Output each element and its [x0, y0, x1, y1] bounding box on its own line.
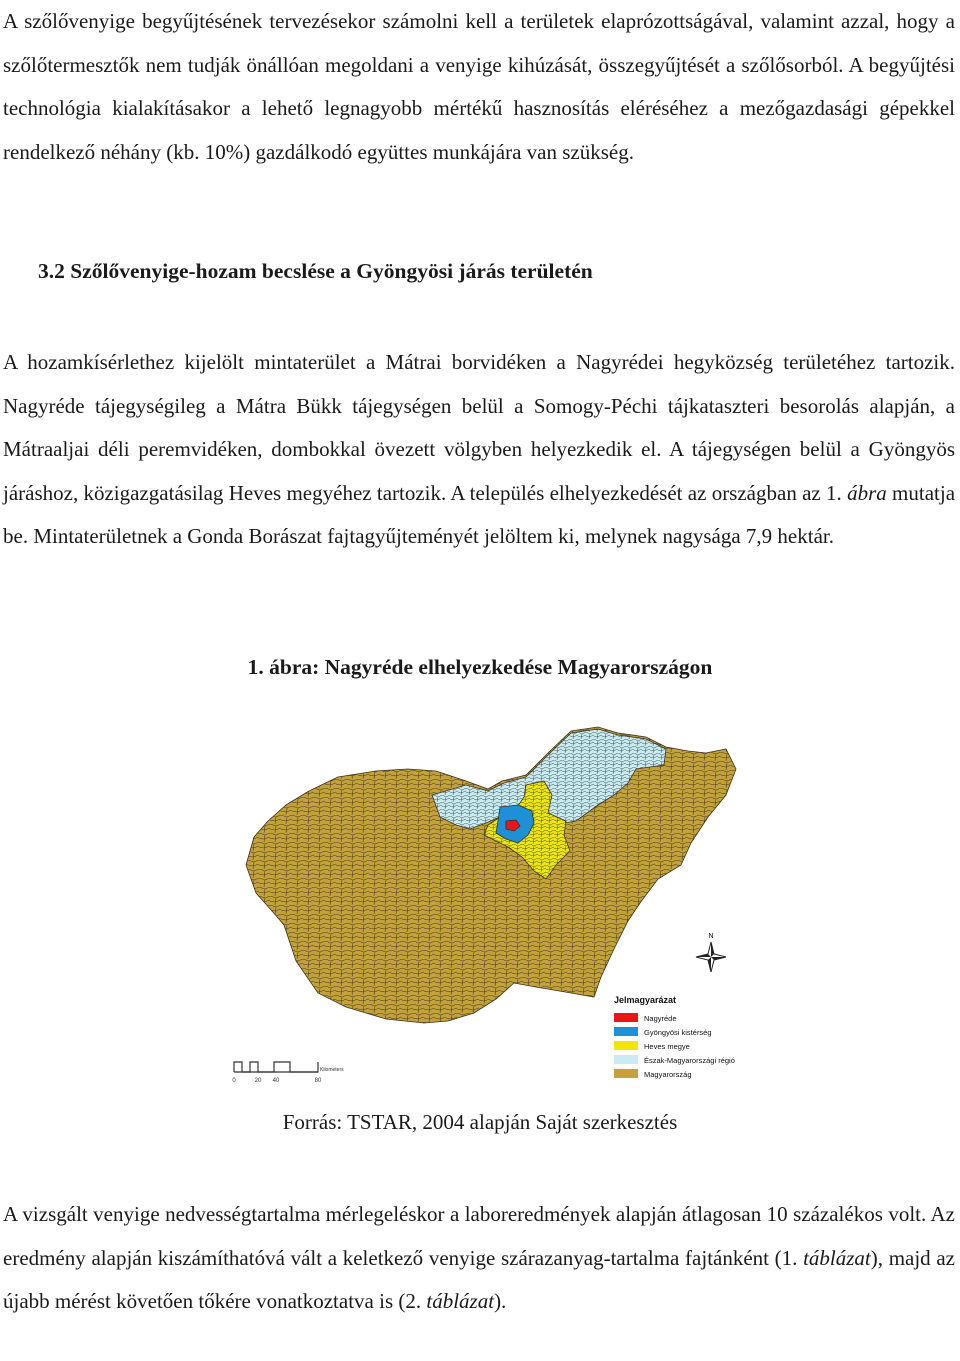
moisture-text-3: ). [494, 1289, 507, 1314]
moisture-text-2: ), majd az újabb mérést követően tőkére vonatkoztatva is (2. [3, 1245, 955, 1314]
table-reference-1: táblázat [803, 1245, 871, 1270]
legend-swatch [614, 1013, 638, 1022]
legend-swatch [614, 1055, 638, 1064]
scale-unit-label: Kilometers [320, 1067, 344, 1073]
municipality-boundaries [246, 727, 736, 1023]
scale-bar [234, 1062, 318, 1072]
scale-tick-label: 0 [232, 1078, 236, 1084]
figure-caption: 1. ábra: Nagyréde elhelyezkedése Magyarországon [247, 655, 713, 679]
hungary-map-figure [226, 725, 741, 1090]
intro-paragraph-text: A szőlővenyige begyűjtésének tervezésekor számolni kell a területek elaprózottságával, valamint azzal, hogy a szőlőtermesztők nem tudják önállóan megoldani a venyige kihúzását, összegyűjtését a szőlősorból. A begyűjtési technológia kialakításakor a lehető legnagyobb mértékű hasznosítás eléréséhez a mezőgazdasági gépekkel rendelkező néhány (kb. 10%) gazdálkodó együttes munkájára van szükség. [3, 9, 955, 164]
study-area-text-2: mutatja be. Mintaterületnek a Gonda Borászat fajtagyűjteményét jelöltem ki, melynek nagysága 7,9 hektár. [3, 480, 956, 549]
scale-tick-label: 40 [272, 1078, 280, 1084]
legend-label: Gyöngyösi kistérség [644, 1028, 712, 1037]
moisture-text-1: A vizsgált venyige nedvességtartalma mérlegeléskor a laboreredmények alapján átlagosan 10 százalékos volt. Az eredmény alapján kiszámíthatóvá vált a keletkező venyige szárazanyag-tartalma fajtánként (1. [3, 1202, 955, 1270]
legend-swatch [614, 1041, 638, 1050]
legend-label: Nagyréde [644, 1014, 677, 1023]
legend-swatch [614, 1027, 638, 1036]
legend-label: Észak-Magyarországi régió [644, 1056, 735, 1065]
table-reference-2: táblázat [426, 1289, 495, 1314]
map-legend [614, 995, 735, 1079]
figure-reference-italic: ábra [847, 480, 887, 505]
scale-tick-label: 80 [314, 1078, 322, 1084]
scale-tick-label: 20 [254, 1078, 262, 1084]
intro-paragraph [3, 0, 955, 174]
moisture-paragraph [3, 1193, 955, 1324]
legend-label: Magyarország [644, 1070, 692, 1079]
figure-source: Forrás: TSTAR, 2004 alapján Saját szerkesztés [282, 1110, 678, 1134]
compass-label: N [708, 933, 714, 940]
legend-title: Jelmagyarázat [614, 995, 677, 1005]
hungary-map [226, 725, 741, 1090]
section-heading: 3.2 Szőlővenyige-hozam becslése a Gyöngyösi járás területén [38, 259, 593, 283]
compass-icon [696, 942, 726, 972]
legend-label: Heves megye [644, 1042, 690, 1051]
study-area-paragraph [3, 341, 955, 559]
legend-swatch [614, 1069, 638, 1078]
study-area-text-1: A hozamkísérlethez kijelölt mintaterület a Mátrai borvidéken a Nagyrédei hegyközség területéhez tartozik. Nagyréde tájegységileg a Mátra Bükk tájegységen belül a Somogy-Péchi tájkataszteri besorolás alapján, a Mátraaljai déli peremvidéken, dombokkal övezett völgyben helyezkedik el. A tájegységen belül a Gyöngyös járáshoz, közigazgatásilag Heves megyéhez tartozik. A település elhelyezkedését az országban az 1. [3, 350, 955, 505]
